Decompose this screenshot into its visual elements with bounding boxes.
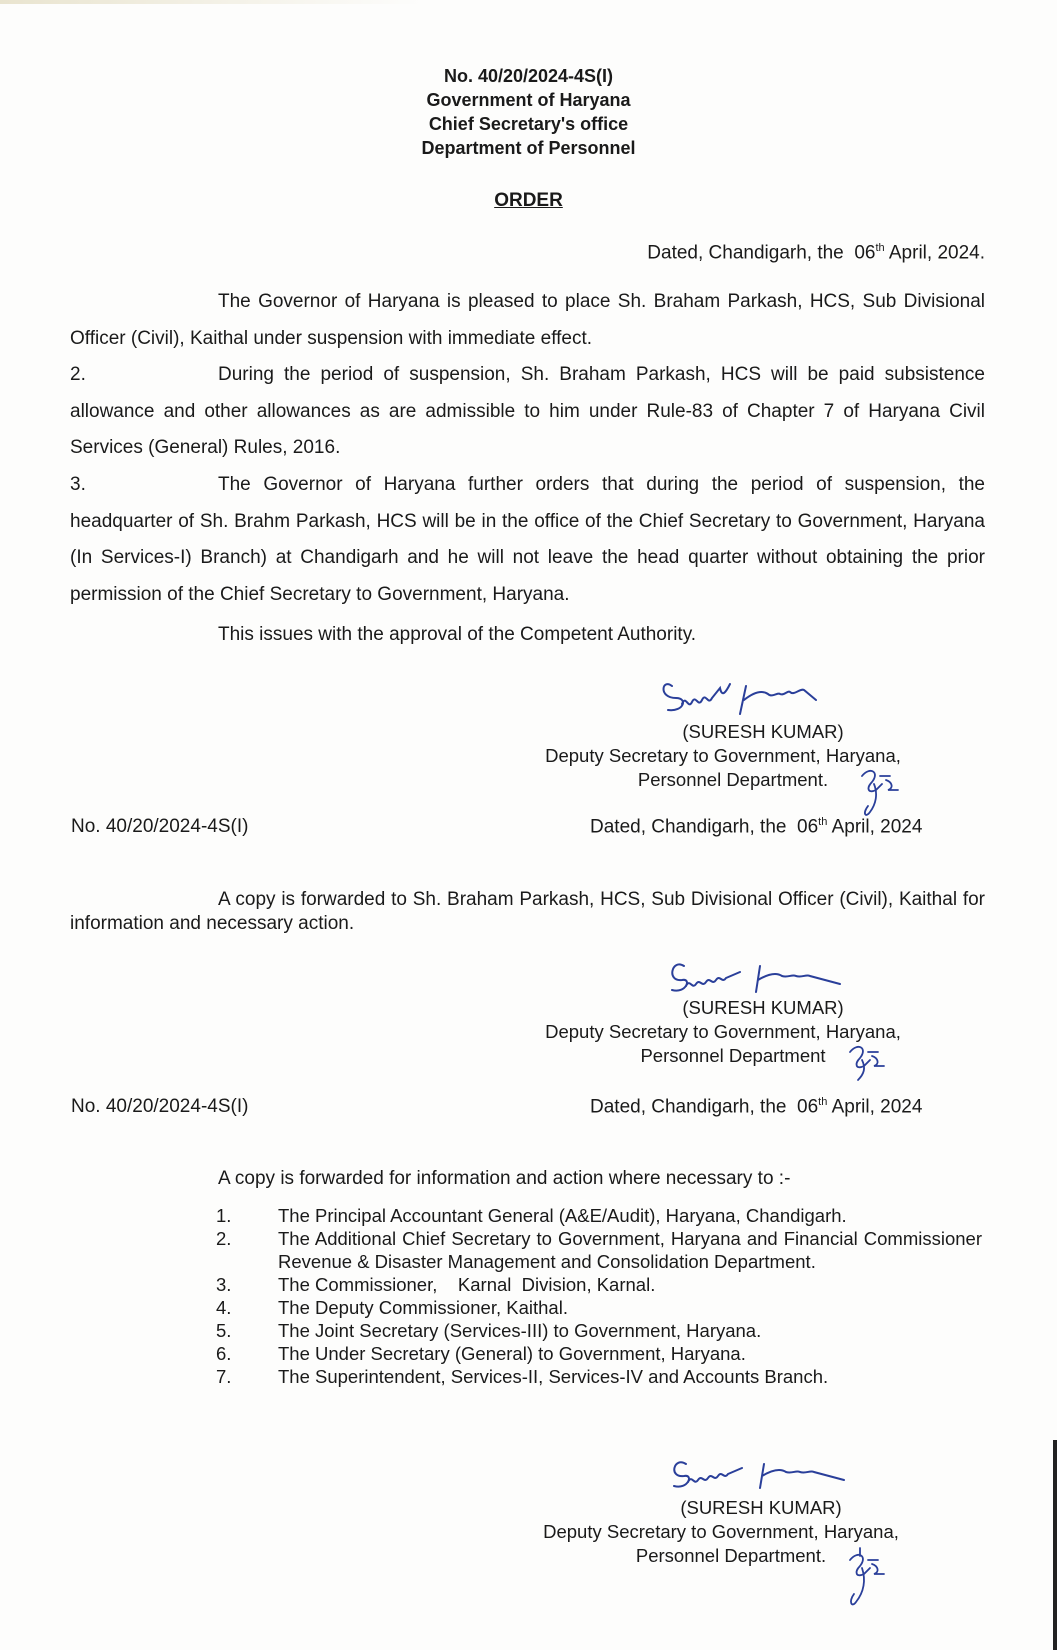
department-name: Department of Personnel: [421, 138, 636, 158]
signatory-name: (SURESH KUMAR): [682, 997, 844, 1018]
list-item: 3. The Commissioner, Karnal Division, Karnal.: [216, 1274, 656, 1295]
list-item: 7. The Superintendent, Services-II, Services-IV and Accounts Branch.: [216, 1366, 829, 1387]
signature-1: [662, 676, 892, 722]
signatory-department: Personnel Department.: [635, 1545, 827, 1566]
initials-1: [852, 762, 902, 820]
signatory-department: Personnel Department: [640, 1045, 826, 1066]
office-name: Chief Secretary's office: [428, 114, 629, 134]
approval-note: This issues with the approval of the Competent Authority.: [218, 624, 697, 645]
paper-edge: [0, 0, 1057, 4]
list-item: 6. The Under Secretary (General) to Government, Haryana.: [216, 1343, 746, 1364]
endorsement-2-intro: A copy is forwarded for information and action where necessary to :-: [218, 1168, 791, 1189]
order-title: ORDER: [494, 190, 563, 211]
endorsement-2-file-number: No. 40/20/2024-4S(I): [71, 1096, 249, 1117]
order-paragraph-1: The Governor of Haryana is pleased to place Sh. Braham Parkash, HCS, Sub Divisional Officer (Civil), Kaithal under suspension with immediate effect.: [70, 291, 985, 349]
endorsement-1-date: Dated, Chandigarh, the 06th April, 2024: [590, 816, 923, 838]
list-item: 2. The Additional Chief Secretary to Government, Haryana and Financial Commissioner Revenue & Disaster Management and Consolidation Department.: [216, 1228, 982, 1272]
scan-edge-shadow: [1053, 1440, 1057, 1650]
list-item: 4. The Deputy Commissioner, Kaithal.: [216, 1297, 568, 1318]
signatory-designation: Deputy Secretary to Government, Haryana,: [545, 745, 901, 766]
signatory-designation: Deputy Secretary to Government, Haryana,: [543, 1521, 899, 1542]
recipient-list: [216, 1204, 982, 1388]
endorsement-1-text: A copy is forwarded to Sh. Braham Parkash, HCS, Sub Divisional Officer (Civil), Kaithal for information and necessary action.: [70, 889, 985, 934]
order-paragraph-2: 2. During the period of suspension, Sh. Braham Parkash, HCS will be paid subsistence allowance and other allowances as are admissible to him under Rule-83 of Chapter 7 of Haryana Civil Services (General) Rules, 2016.: [70, 364, 985, 458]
endorsement-1-file-number: No. 40/20/2024-4S(I): [71, 816, 249, 837]
order-date: Dated, Chandigarh, the 06th April, 2024.: [647, 242, 985, 264]
signatory-designation: Deputy Secretary to Government, Haryana,: [545, 1021, 901, 1042]
signatory-name: (SURESH KUMAR): [682, 721, 844, 742]
signatory-name: (SURESH KUMAR): [680, 1497, 842, 1518]
government-name: Government of Haryana: [426, 90, 631, 110]
endorsement-2-date: Dated, Chandigarh, the 06th April, 2024: [590, 1096, 923, 1118]
file-number: No. 40/20/2024-4S(I): [443, 66, 614, 86]
list-item: 1. The Principal Accountant General (A&E/Audit), Haryana, Chandigarh.: [216, 1205, 847, 1226]
signature-3: [668, 1456, 898, 1500]
initials-3: [840, 1542, 890, 1612]
list-item: 5. The Joint Secretary (Services-III) to Government, Haryana.: [216, 1320, 762, 1341]
order-paragraph-3: 3. The Governor of Haryana further orders that during the period of suspension, the headquarter of Sh. Brahm Parkash, HCS will be in the office of the Chief Secretary to Government, Haryana (In Services-I) Branch) at Chandigarh and he will not leave the head quarter without obtaining the prior permission of the Chief Secretary to Government, Haryana.: [70, 474, 985, 605]
signatory-department: Personnel Department.: [637, 769, 829, 790]
initials-2: [840, 1038, 890, 1088]
